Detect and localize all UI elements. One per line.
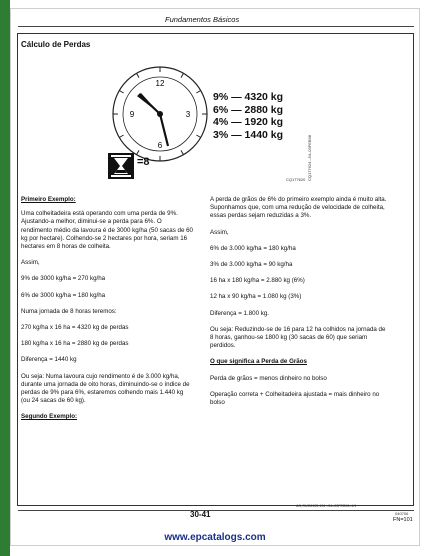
text-line: 180 kg/ha x 16 ha = 2880 kg de perdas [21,340,129,348]
text-line: 12 ha x 90 kg/ha = 1.080 kg (3%) [210,293,302,301]
clock-number-6: 6 [157,141,163,150]
figure-image-id: CQ177620 [286,177,306,182]
text-line: 270 kg/ha x 16 ha = 4320 kg de perdas [21,324,129,332]
clock-number-3: 3 [185,110,191,119]
clock-number-9: 9 [129,110,135,119]
text-line: 9% de 3000 kg/ha = 270 kg/ha [21,275,106,283]
text-paragraph: A perda de grãos de 6% do primeiro exemplo ainda é muito alta. Suponhamos que, com uma redução de velocidade de colheita, essas perdas sejam reduzidas a 3%. [210,196,387,220]
hours-label: =8 [137,156,150,168]
loss-rate-6: 6% — 2880 kg [213,103,284,116]
page-number: 30-41 [190,510,211,519]
right-column [210,196,388,407]
text-paragraph: Operação correta + Colheitadeira ajustada = mais dinheiro no bolso [210,390,380,407]
example-1-paragraph: Uma colheitadeira está operando com uma perda de 9%. Ajustando-a melhor, diminui-se a perda para 6%. O rendimento médio da lavoura é de 3000 kg/ha (50 sacas de 60 kg por hectare). Colhendo-se 2 hectares por hora, seriam 16 hectares em 8 horas de colheita. [21,210,193,251]
loss-rate-3: 3% — 1440 kg [213,128,284,141]
text-line: Assim, [21,259,40,267]
example-1-title: Primeiro Exemplo: [21,196,76,203]
left-column [21,196,193,422]
left-edge-bar [0,0,10,556]
loss-rates-list [213,91,283,141]
loss-rate-9: 9% — 4320 kg [213,91,284,103]
footer-rule [18,510,414,511]
clock-center [157,111,163,117]
loss-rate-4: 4% — 1920 kg [213,116,284,128]
footer-fn: FN=101 [393,517,413,523]
clock-hour-hand-stem [139,94,160,114]
summary-paragraph: Ou seja: Numa lavoura cujo rendimento é de 3.000 kg/ha, durante uma jornada de oito horas, diminuindo-se o índice de perdas de 9% para 6%, estaremos colhendo mais 1.440 kg (ou 24 sacas de 60 kg). [21,372,190,405]
header-title: Fundamentos Básicos [165,15,240,24]
watermark-url[interactable]: www.epcatalogs.com [164,532,266,543]
text-line: Diferença = 1.800 kg. [210,309,269,317]
text-line: 3% de 3.000 kg/ha = 90 kg/ha [210,261,293,269]
text-line: 6% de 3.000 kg/ha = 180 kg/ha [210,244,296,252]
clock-number-12: 12 [155,79,165,88]
footer-small-code: 040706 [395,511,409,516]
text-line: Assim, [210,228,229,236]
text-line: Perda de grãos = menos dinheiro no bolso [210,374,327,382]
figure-side-code: CQ177624 –54–03FEB98 [307,135,312,182]
hourglass-icon [108,153,134,179]
text-line: 16 ha x 180 kg/ha = 2.880 kg (6%) [210,277,305,285]
footer-code: AG,OUO6155,134 –54–03FEB98–1/1 [296,504,357,508]
clock-illustration [110,64,210,164]
example-2-title: Segundo Exemplo: [21,413,78,421]
text-line: Diferença = 1440 kg [21,356,77,364]
section-title: Cálculo de Perdas [21,40,91,49]
question-title: O que significa a Perda de Grãos [210,358,307,366]
text-line: 6% de 3000 kg/ha = 180 kg/ha [21,291,106,299]
text-line: Numa jornada de 8 horas teremos: [21,307,117,315]
header-rule [18,26,414,27]
text-paragraph: Ou seja: Reduzindo-se de 16 para 12 ha colhidos na jornada de 8 horas, ganhou-se 1800 kg (30 sacas de 60) que seriam perdidos. [210,325,386,350]
